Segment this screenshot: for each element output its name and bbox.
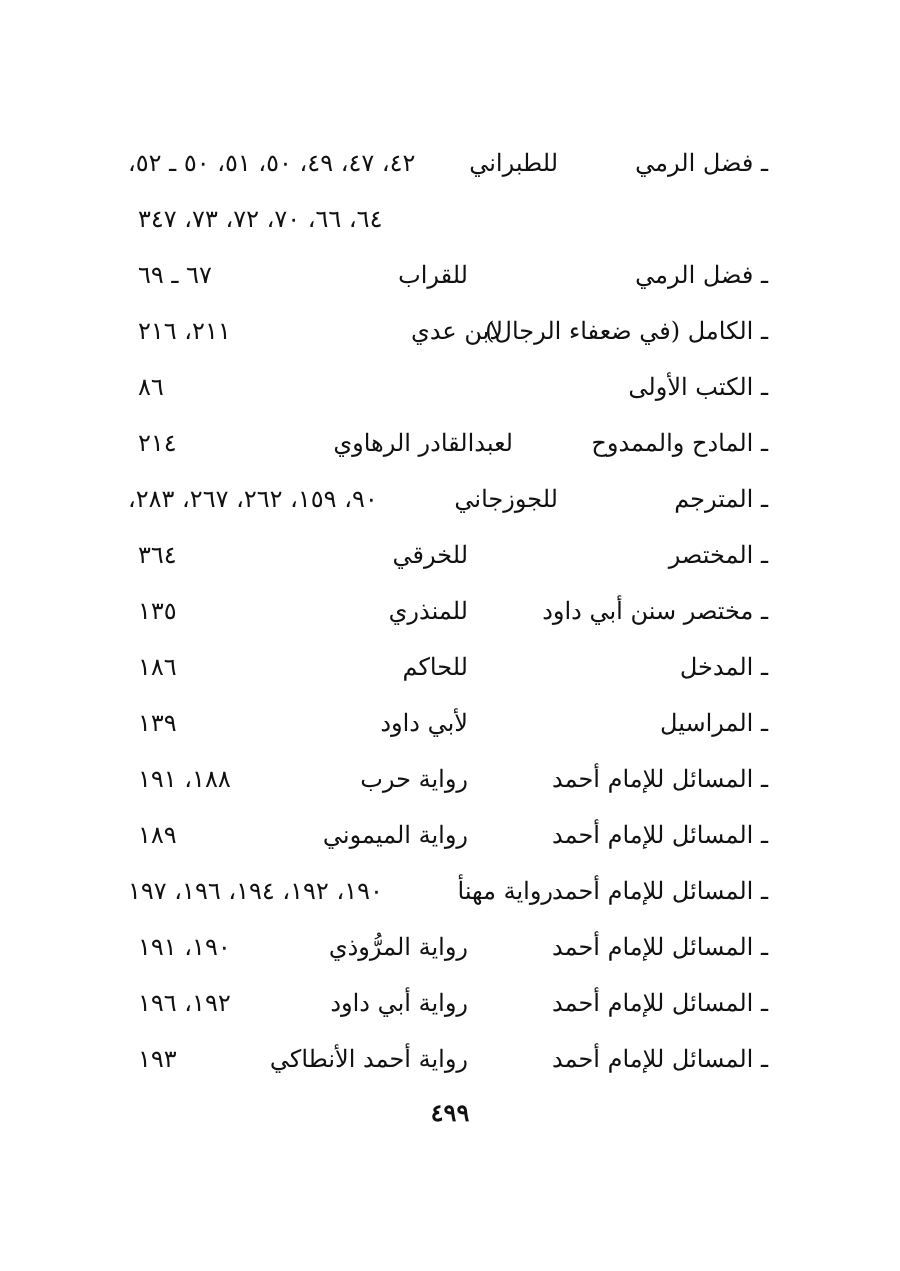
entry-author: رواية أحمد الأنطاكي [269, 1045, 468, 1073]
index-entry [128, 583, 768, 639]
entry-pages: ٦٧ ـ ٦٩ [138, 261, 212, 289]
index-entry [128, 359, 768, 415]
entry-pages: ١٩٢، ١٩٦ [138, 989, 231, 1017]
entry-pages: ١٩٣ [138, 1045, 177, 1073]
entry-title: ـ المختصر [668, 541, 768, 569]
entry-title: ـ المادح والممدوح [591, 429, 768, 457]
entry-author: للخرقي [392, 541, 468, 569]
entry-author: للطبراني [469, 149, 558, 177]
index-entry [128, 919, 768, 975]
index-entry [128, 415, 768, 471]
entry-author: للمنذري [388, 597, 468, 625]
page-number: ٤٩٩ [430, 1098, 470, 1127]
entry-pages: ٦٤، ٦٦، ٧٠، ٧٢، ٧٣، ٣٤٧ [138, 205, 383, 233]
entry-author: لأبي داود [380, 709, 468, 737]
entry-author: للحاكم [402, 653, 468, 681]
index-entry [128, 975, 768, 1031]
entry-title: ـ الكامل (في ضعفاء الرجال) [485, 317, 768, 345]
entry-author: لعبدالقادر الرهاوي [333, 429, 513, 457]
index-entry [128, 751, 768, 807]
entry-title: ـ المسائل للإمام أحمد [552, 821, 768, 849]
index-entry [128, 695, 768, 751]
entry-author: رواية حرب [360, 765, 468, 793]
entry-pages: ١٣٩ [138, 709, 177, 737]
entry-title: ـ المسائل للإمام أحمد [552, 933, 768, 961]
index-entry [128, 527, 768, 583]
entry-title: ـ مختصر سنن أبي داود [542, 597, 768, 625]
entry-title: ـ المسائل للإمام أحمد [552, 1045, 768, 1073]
entry-pages: ١٨٨، ١٩١ [138, 765, 231, 793]
entry-title: ـ فضل الرمي [635, 149, 768, 177]
entry-title: ـ المسائل للإمام أحمد [552, 877, 768, 905]
entry-title: ـ المترجم [674, 485, 768, 513]
index-entry [128, 303, 768, 359]
entry-pages: ٣٦٤ [138, 541, 177, 569]
entry-pages: ١٩٠، ١٩١ [138, 933, 231, 961]
entry-pages: ٢١٤ [138, 429, 177, 457]
entry-pages: ١٩٠، ١٩٢، ١٩٤، ١٩٦، ١٩٧ [128, 877, 383, 905]
entry-author: رواية أبي داود [330, 989, 468, 1017]
index-entry [128, 247, 768, 303]
entry-title: ـ فضل الرمي [635, 261, 768, 289]
index-entry [128, 639, 768, 695]
index-entry [128, 471, 768, 527]
entry-pages: ٤٢، ٤٧، ٤٩، ٥٠، ٥١، ٥٠ ـ ٥٢، [128, 149, 416, 177]
entry-author: رواية المرُّوذي [328, 933, 468, 961]
entry-title: ـ المسائل للإمام أحمد [552, 989, 768, 1017]
entry-pages: ٩٠، ١٥٩، ٢٦٢، ٢٦٧، ٢٨٣، [128, 485, 378, 513]
entry-title: ـ المراسيل [660, 709, 768, 737]
index-entry [128, 1031, 768, 1087]
entry-title: ـ المدخل [679, 653, 768, 681]
entry-title: ـ الكتب الأولى [628, 373, 768, 401]
entry-author: للجوزجاني [454, 485, 558, 513]
entry-author: رواية مهنأ [457, 877, 553, 905]
index-list [128, 135, 768, 1087]
entry-author: للقراب [398, 261, 468, 289]
entry-pages: ٨٦ [138, 373, 164, 401]
entry-pages: ٢١١، ٢١٦ [138, 317, 231, 345]
entry-pages: ١٨٩ [138, 821, 177, 849]
entry-title: ـ المسائل للإمام أحمد [552, 765, 768, 793]
entry-author: لابن عدي [411, 317, 503, 345]
entry-pages: ١٨٦ [138, 653, 177, 681]
index-entry [128, 807, 768, 863]
entry-pages: ١٣٥ [138, 597, 177, 625]
entry-author: رواية الميموني [322, 821, 468, 849]
index-entry [128, 135, 768, 191]
index-entry [128, 863, 768, 919]
index-entry-continuation [128, 191, 768, 247]
